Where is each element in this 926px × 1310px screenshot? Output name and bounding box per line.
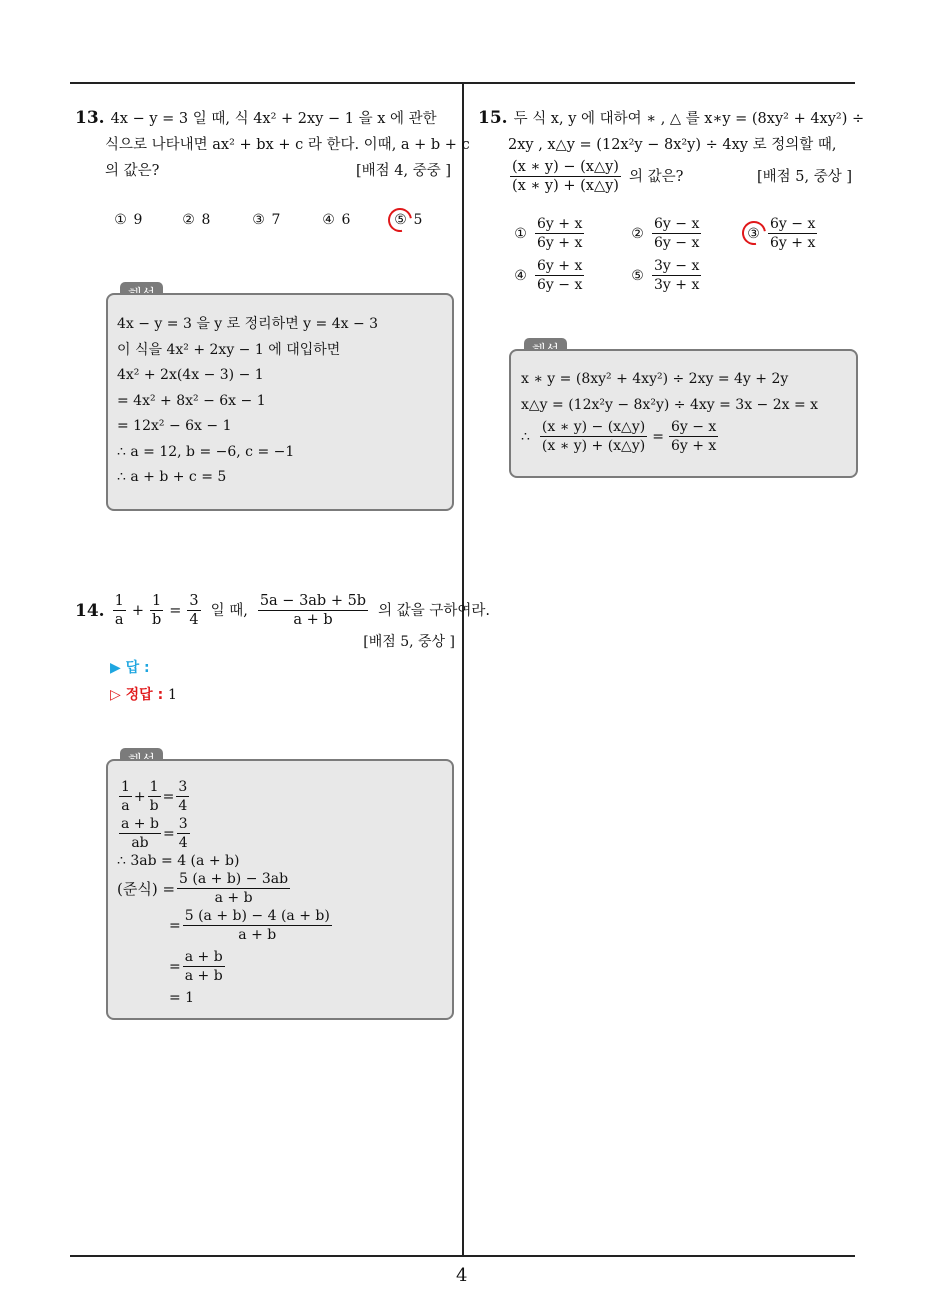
therefore-symbol: ∴ xyxy=(521,428,530,445)
denominator: 3y + x xyxy=(654,277,700,293)
numerator: 3 xyxy=(189,593,199,609)
numerator: 6y + x xyxy=(537,258,583,274)
choice-mark: ⑤ xyxy=(394,212,407,228)
numerator: 6y + x xyxy=(537,216,583,232)
solution-line: = 1 xyxy=(169,990,195,1006)
fraction xyxy=(187,592,200,629)
fraction xyxy=(258,592,368,629)
denominator: a + b xyxy=(238,927,277,943)
choice-mark: ② xyxy=(631,225,644,242)
fraction xyxy=(177,870,290,907)
choice-13-2[interactable] xyxy=(180,212,210,228)
choice-15-2[interactable] xyxy=(629,215,703,252)
choice-13-1[interactable] xyxy=(112,212,142,228)
correct-answer xyxy=(110,684,177,704)
solution-line: x ∗ y = (8xy² + 4xy²) ÷ 2xy = 4y + 2y xyxy=(521,371,789,387)
choice-13-3[interactable] xyxy=(250,212,280,228)
denominator: 6y − x xyxy=(654,235,700,251)
numerator: 5a − 3ab + 5b xyxy=(259,593,367,609)
numerator: 3 xyxy=(178,779,188,795)
fraction xyxy=(652,215,701,252)
question-15-number: 15. xyxy=(478,108,508,128)
solution-14-lines: $\frac{1}{a}$ + $\frac{1}{b}$ = $\frac{3}{4}$ $\frac{a + b}{ab}$ = $\frac{3}{4}$ ∴ 3ab = 4 (a + b) (준식) = $\frac{5 (a + b) - 3ab}{a + b}$ = $\frac{5 (a + b) - 4 (a + b)}{a + b}$ = $\frac{a + b}{a + b}$ = 1 xyxy=(117,778,334,1007)
solution-line: = 4x² + 8x² − 6x − 1 xyxy=(117,392,266,409)
question-13-line1 xyxy=(75,105,455,132)
page-number: 4 xyxy=(456,1265,468,1286)
denominator: a xyxy=(121,798,130,814)
numerator: 6y − x xyxy=(654,216,700,232)
question-15 xyxy=(478,105,865,195)
question-14-number: 14. xyxy=(75,600,105,621)
question-13-number: 13. xyxy=(75,108,105,128)
question-13 xyxy=(75,105,470,184)
solution-line: 4x² + 2x(4x − 3) − 1 xyxy=(117,367,264,383)
denominator: a xyxy=(114,612,124,628)
choice-mark: ② xyxy=(182,212,195,228)
choice-text: 6 xyxy=(341,212,351,228)
denominator: (x ∗ y) + (x△y) xyxy=(541,438,646,454)
denominator: b xyxy=(149,798,159,814)
question-15-text-3: 의 값은? xyxy=(628,168,684,185)
solution-line: 4x − y = 3 을 y 로 정리하면 y = 4x − 3 xyxy=(117,316,379,332)
question-15-text-2: 2xy , x△y = (12x²y − 8x²y) ÷ 4xy 로 정의할 때, xyxy=(508,137,837,153)
choice-13-4[interactable] xyxy=(320,212,350,228)
denominator: 6y − x xyxy=(537,277,583,293)
numerator: a + b xyxy=(121,816,159,832)
choice-mark: ① xyxy=(114,212,127,228)
choice-mark: ③ xyxy=(747,225,760,242)
numerator: 5 (a + b) − 4 (a + b) xyxy=(184,908,330,924)
choice-mark: ③ xyxy=(252,212,265,228)
solution-line: 이 식을 4x² + 2xy − 1 에 대입하면 xyxy=(117,341,341,358)
fraction xyxy=(150,592,163,629)
solution-line: ∴ a = 12, b = −6, c = −1 xyxy=(117,443,295,460)
solution-line: ∴ a + b + c = 5 xyxy=(117,469,227,485)
question-13-meta: [배점 4, 중중 ] xyxy=(355,163,451,179)
fraction xyxy=(177,815,190,852)
choice-15-1[interactable] xyxy=(512,215,586,252)
choice-text: 8 xyxy=(201,212,211,228)
denominator: (x ∗ y) + (x△y) xyxy=(512,178,619,194)
choice-text: 9 xyxy=(133,212,143,228)
choice-text: 5 xyxy=(413,212,423,228)
denominator: ab xyxy=(131,835,149,851)
fraction xyxy=(176,778,189,815)
fraction xyxy=(510,158,621,195)
question-13-choices xyxy=(112,212,442,234)
fraction xyxy=(768,215,817,252)
answer-label: ▶ 답 : xyxy=(110,660,150,676)
choice-mark: ⑤ xyxy=(631,267,644,284)
question-15-text-1: 두 식 x, y 에 대하여 ∗ , △ 를 x∗y = (8xy² + 4xy²) ÷ xyxy=(513,111,865,127)
question-13-line3: 의 값은? xyxy=(105,163,160,179)
numerator: 1 xyxy=(114,593,124,609)
fraction xyxy=(183,907,332,944)
denominator: 6y + x xyxy=(670,438,717,454)
fraction xyxy=(652,257,701,294)
solution-line-label: (준식) = xyxy=(117,879,176,898)
selected-answer-circle-icon xyxy=(383,203,416,236)
numerator: (x ∗ y) − (x△y) xyxy=(541,419,646,435)
denominator: a + b xyxy=(184,968,223,984)
choice-15-4[interactable] xyxy=(512,257,586,294)
question-15-choices xyxy=(512,215,852,299)
denominator: a + b xyxy=(214,890,253,906)
solution-line: x△y = (12x²y − 8x²y) ÷ 4xy = 3x − 2x = x xyxy=(521,396,819,413)
fraction xyxy=(535,257,584,294)
fraction xyxy=(535,215,584,252)
choice-text: 7 xyxy=(271,212,281,228)
numerator: a + b xyxy=(184,949,223,965)
denominator: 4 xyxy=(189,612,199,628)
question-13-line2: 식으로 나타내면 ax² + bx + c 라 한다. 이때, a + b + c xyxy=(105,137,470,153)
denominator: 4 xyxy=(178,798,188,814)
question-14-mid: 일 때, xyxy=(210,602,248,619)
denominator: 4 xyxy=(178,835,188,851)
solution-13-lines xyxy=(117,312,378,491)
numerator: 1 xyxy=(151,593,162,609)
question-14-end: 의 값을 구하여라. xyxy=(378,602,490,619)
choice-mark: ① xyxy=(514,225,527,242)
fraction xyxy=(119,815,161,852)
numerator: (x ∗ y) − (x△y) xyxy=(512,159,619,175)
numerator: 6y − x xyxy=(670,419,717,435)
numerator: 5 (a + b) − 3ab xyxy=(179,871,289,887)
denominator: 6y + x xyxy=(537,235,583,251)
fraction xyxy=(540,418,647,455)
choice-mark: ④ xyxy=(514,267,527,284)
solution-line: = 12x² − 6x − 1 xyxy=(117,418,232,434)
solution-line: ∴ 3ab = 4 (a + b) xyxy=(117,853,240,869)
fraction xyxy=(183,948,225,985)
column-divider xyxy=(462,82,464,1255)
choice-15-5[interactable] xyxy=(629,257,703,294)
bottom-rule xyxy=(70,1255,855,1257)
fraction xyxy=(119,778,132,815)
correct-answer-value: 1 xyxy=(168,687,177,703)
fraction xyxy=(148,778,161,815)
correct-answer-label: ▷ 정답 : xyxy=(110,687,164,703)
numerator: 3y − x xyxy=(654,258,700,274)
denominator: b xyxy=(151,612,162,628)
fraction xyxy=(113,592,126,629)
denominator: a + b xyxy=(293,612,333,628)
fraction xyxy=(669,418,718,455)
solution-15-lines: x ∗ y = (8xy² + 4xy²) ÷ 2xy = 4y + 2y x△y = (12x²y − 8x²y) ÷ 4xy = 3x − 2x = x ∴ $\frac{(x ∗ y) - (x\triangle y)}{(x ∗ y) + (x\triangle y)}$ = $\frac{6y - x}{6y + x}$ xyxy=(521,367,818,455)
numerator: 1 xyxy=(149,779,159,795)
numerator: 6y − x xyxy=(770,216,816,232)
denominator: 6y + x xyxy=(770,235,816,251)
numerator: 3 xyxy=(178,816,188,832)
question-13-text-1: 4x − y = 3 일 때, 식 4x² + 2xy − 1 을 x 에 관한 xyxy=(110,111,437,127)
choice-mark: ④ xyxy=(322,212,335,228)
question-15-meta: [배점 5, 중상 ] xyxy=(756,168,852,185)
numerator: 1 xyxy=(121,779,130,795)
question-14-meta: [배점 5, 중상 ] xyxy=(363,634,455,650)
question-14: 14. $\frac{1}{a}$ + $\frac{1}{b}$ = $\frac{3}{4}$ 일 때, $\frac{5a - 3ab + 5b}{a + b}$ 의 값을 구하여라. [배점 5, 중상 ] xyxy=(75,592,455,655)
